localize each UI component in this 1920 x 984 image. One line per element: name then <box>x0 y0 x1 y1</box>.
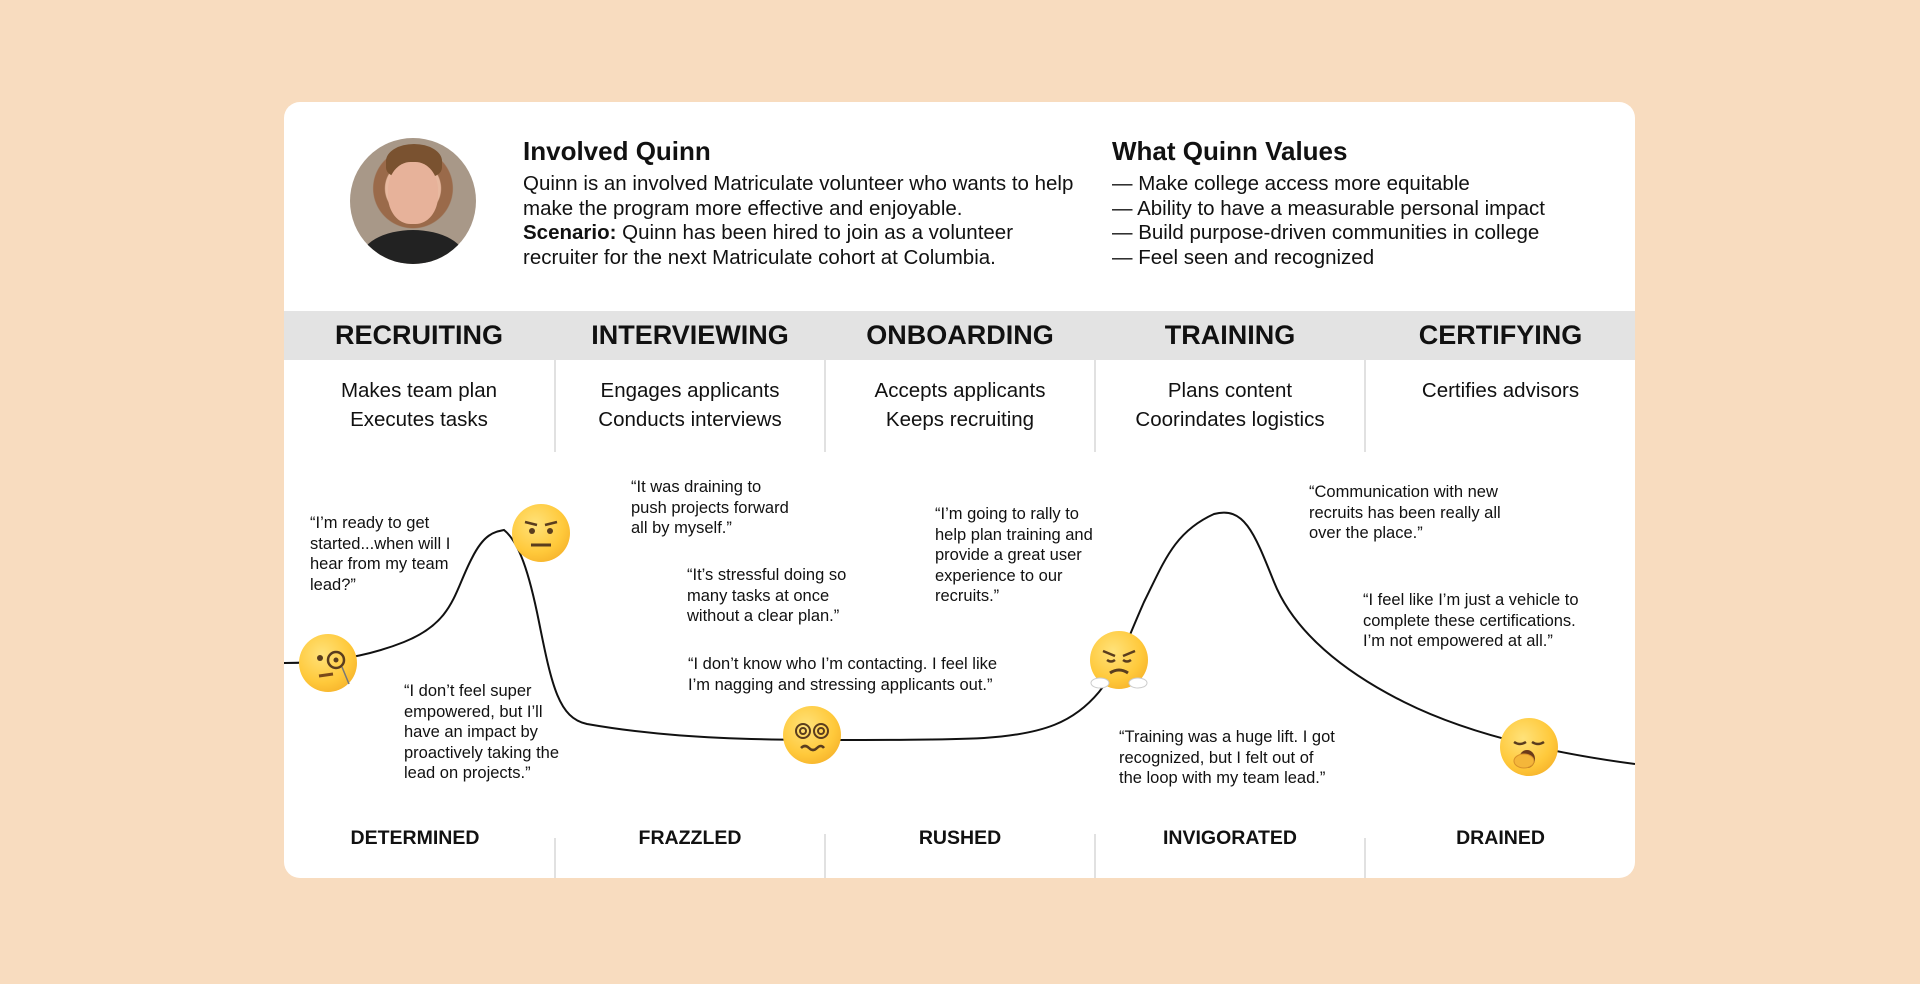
yawning-face-icon <box>1500 718 1558 776</box>
quote-interviewing-2: “It’s stressful doing so many tasks at once without a clear plan.” <box>687 566 847 625</box>
task-item: Executes tasks <box>350 408 488 431</box>
neutral-face-icon <box>512 504 570 562</box>
stage-certifying: CERTIFYING <box>1418 320 1583 350</box>
task-item: Accepts applicants <box>874 379 1046 402</box>
task-item: Keeps recruiting <box>885 408 1035 431</box>
quote-recruiting-high: “I’m ready to get started...when will I hear from my team lead?” <box>310 514 451 594</box>
quote-certifying-1: “Communication with new recruits has been really all over the place.” <box>1309 483 1501 542</box>
dizzy-face-icon <box>783 706 841 764</box>
emotion-invigorated: INVIGORATED <box>1163 827 1297 849</box>
quote-recruiting-low: “I don’t feel super empowered, but I’ll have an impact by proactively taking the lead on projects.” <box>404 682 560 782</box>
task-item: Makes team plan <box>340 379 498 402</box>
persona-name: Involved Quinn <box>523 136 711 166</box>
emotion-drained: DRAINED <box>1456 827 1545 849</box>
emotion-frazzled: FRAZZLED <box>638 827 742 849</box>
task-item: Coorindates logistics <box>1135 408 1325 431</box>
quote-interviewing-1: “It was draining to push projects forward all by myself.” <box>631 478 789 537</box>
task-item: Conducts interviews <box>598 408 782 431</box>
values-title: What Quinn Values <box>1112 136 1348 166</box>
quote-onboarding-1: “I don’t know who I’m contacting. I feel like I’m nagging and stressing applicants out.” <box>688 655 998 694</box>
stage-interviewing: INTERVIEWING <box>591 320 789 350</box>
persona-description: Quinn is an involved Matriculate volunteer who wants to help make the program more effective and enjoyable. Scenario: Quinn has been hired to join as a volunteer recruiter for the next Matriculate cohort at Columbia. <box>523 172 1074 269</box>
journey-map-card <box>284 102 1635 878</box>
quote-onboarding-2: “I’m going to rally to help plan training and provide a great user experience to our recruits.” <box>935 505 1093 605</box>
value-item: — Build purpose-driven communities in college <box>1112 221 1540 244</box>
stage-recruiting: RECRUITING <box>335 320 503 350</box>
stage-training: TRAINING <box>1164 320 1296 350</box>
task-item: Plans content <box>1167 379 1293 402</box>
task-item: Certifies advisors <box>1421 379 1580 402</box>
value-item: — Make college access more equitable <box>1112 172 1470 195</box>
quote-training: “Training was a huge lift. I got recognized, but I felt out of the loop with my team lead.” <box>1119 728 1335 787</box>
quote-certifying-2: “I feel like I’m just a vehicle to complete these certifications. I’m not empowered at all.” <box>1363 591 1579 650</box>
stage-onboarding: ONBOARDING <box>866 320 1054 350</box>
task-item: Engages applicants <box>600 379 780 402</box>
value-item: — Ability to have a measurable personal impact <box>1112 196 1546 220</box>
emotion-rushed: RUSHED <box>918 827 1002 849</box>
steaming-face-icon <box>1090 631 1148 689</box>
face-with-monocle-icon <box>299 634 357 692</box>
emotion-determined: DETERMINED <box>350 827 480 849</box>
value-item: — Feel seen and recognized <box>1112 245 1375 269</box>
